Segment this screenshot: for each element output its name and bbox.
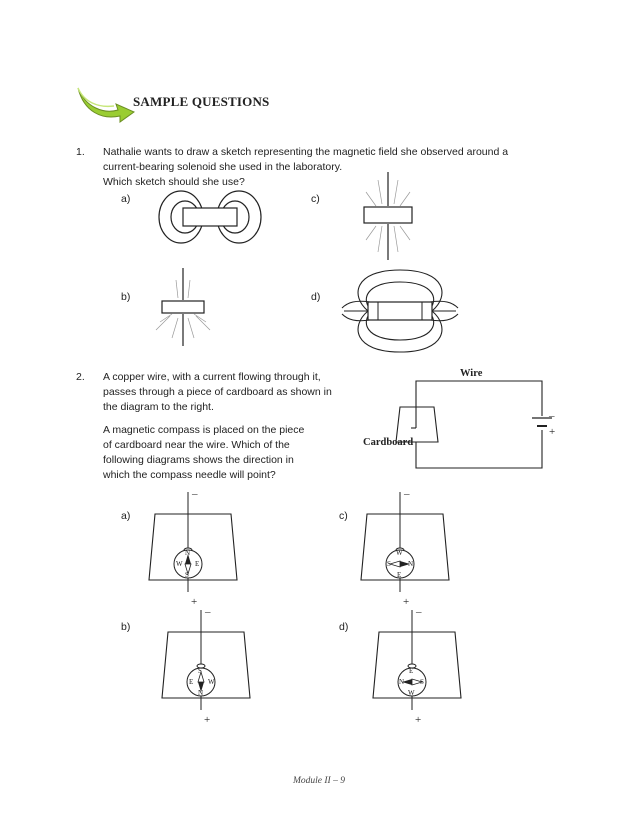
page-footer: Module II – 9 [293, 776, 345, 786]
q1-option-b-label: b) [121, 291, 131, 303]
curved-arrow-icon [76, 82, 136, 122]
question-2-line: the diagram to the right. [103, 401, 214, 413]
compass-a-top: N [185, 549, 191, 557]
compass-b-bottom: N [198, 689, 204, 697]
q2-option-c-label: c) [339, 510, 348, 522]
compass-c-right: N [408, 560, 414, 568]
compass-a-minus: – [192, 488, 198, 500]
compass-b-right: W [208, 678, 215, 686]
q1-diagram-d [340, 266, 460, 356]
question-2-line: passes through a piece of cardboard as shown in [103, 386, 332, 398]
question-1-line: current-bearing solenoid she used in the laboratory. [103, 161, 343, 173]
battery-plus-label: + [549, 426, 556, 438]
q1-option-a-label: a) [121, 193, 131, 205]
compass-c-left: S [387, 560, 391, 568]
compass-d-left: N [399, 678, 405, 686]
question-2-number: 2. [76, 371, 85, 383]
question-2-line: A copper wire, with a current flowing through it, [103, 371, 321, 383]
compass-diagram-d [369, 606, 489, 730]
compass-d-right: S [420, 678, 424, 686]
compass-b-left: E [189, 678, 194, 686]
compass-b-minus: – [205, 606, 211, 618]
compass-d-top: E [409, 667, 414, 675]
battery-minus-label: – [549, 410, 555, 422]
compass-c-minus: – [404, 488, 410, 500]
compass-diagram-c [357, 488, 477, 612]
question-2-text [103, 370, 368, 483]
question-2-line: following diagrams shows the direction in [103, 454, 294, 466]
q2-option-b-label: b) [121, 621, 131, 633]
compass-c-top: W [396, 549, 403, 557]
compass-c-plus: + [403, 596, 410, 608]
compass-d-plus: + [415, 714, 422, 726]
compass-a-right: E [195, 560, 200, 568]
question-1-text [103, 145, 583, 190]
compass-diagram-a [145, 488, 265, 612]
compass-a-left: W [176, 560, 183, 568]
compass-c-bottom: E [397, 571, 402, 579]
question-1-number: 1. [76, 146, 85, 158]
cardboard-label: Cardboard [363, 437, 414, 448]
q1-diagram-c [348, 172, 428, 262]
q1-diagram-a [155, 190, 275, 250]
q2-circuit-diagram [362, 366, 592, 476]
wire-label: Wire [460, 368, 483, 379]
compass-b-top: S [198, 667, 202, 675]
compass-a-bottom: S [185, 571, 189, 579]
q1-option-d-label: d) [311, 291, 321, 303]
question-2-line: of cardboard near the wire. Which of the [103, 439, 290, 451]
q2-option-d-label: d) [339, 621, 349, 633]
compass-a-plus: + [191, 596, 198, 608]
compass-b-plus: + [204, 714, 211, 726]
question-2-line: which the compass needle will point? [103, 469, 276, 481]
q1-diagram-b [148, 268, 218, 348]
question-2-line: A magnetic compass is placed on the piece [103, 424, 305, 436]
compass-diagram-b [158, 606, 278, 730]
q1-option-c-label: c) [311, 193, 320, 205]
compass-d-bottom: W [408, 689, 415, 697]
q2-option-a-label: a) [121, 510, 131, 522]
question-1-line: Nathalie wants to draw a sketch representing the magnetic field she observed around a [103, 146, 509, 158]
question-1-line: Which sketch should she use? [103, 176, 245, 188]
compass-d-minus: – [416, 606, 422, 618]
section-title: SAMPLE QUESTIONS [133, 94, 270, 109]
